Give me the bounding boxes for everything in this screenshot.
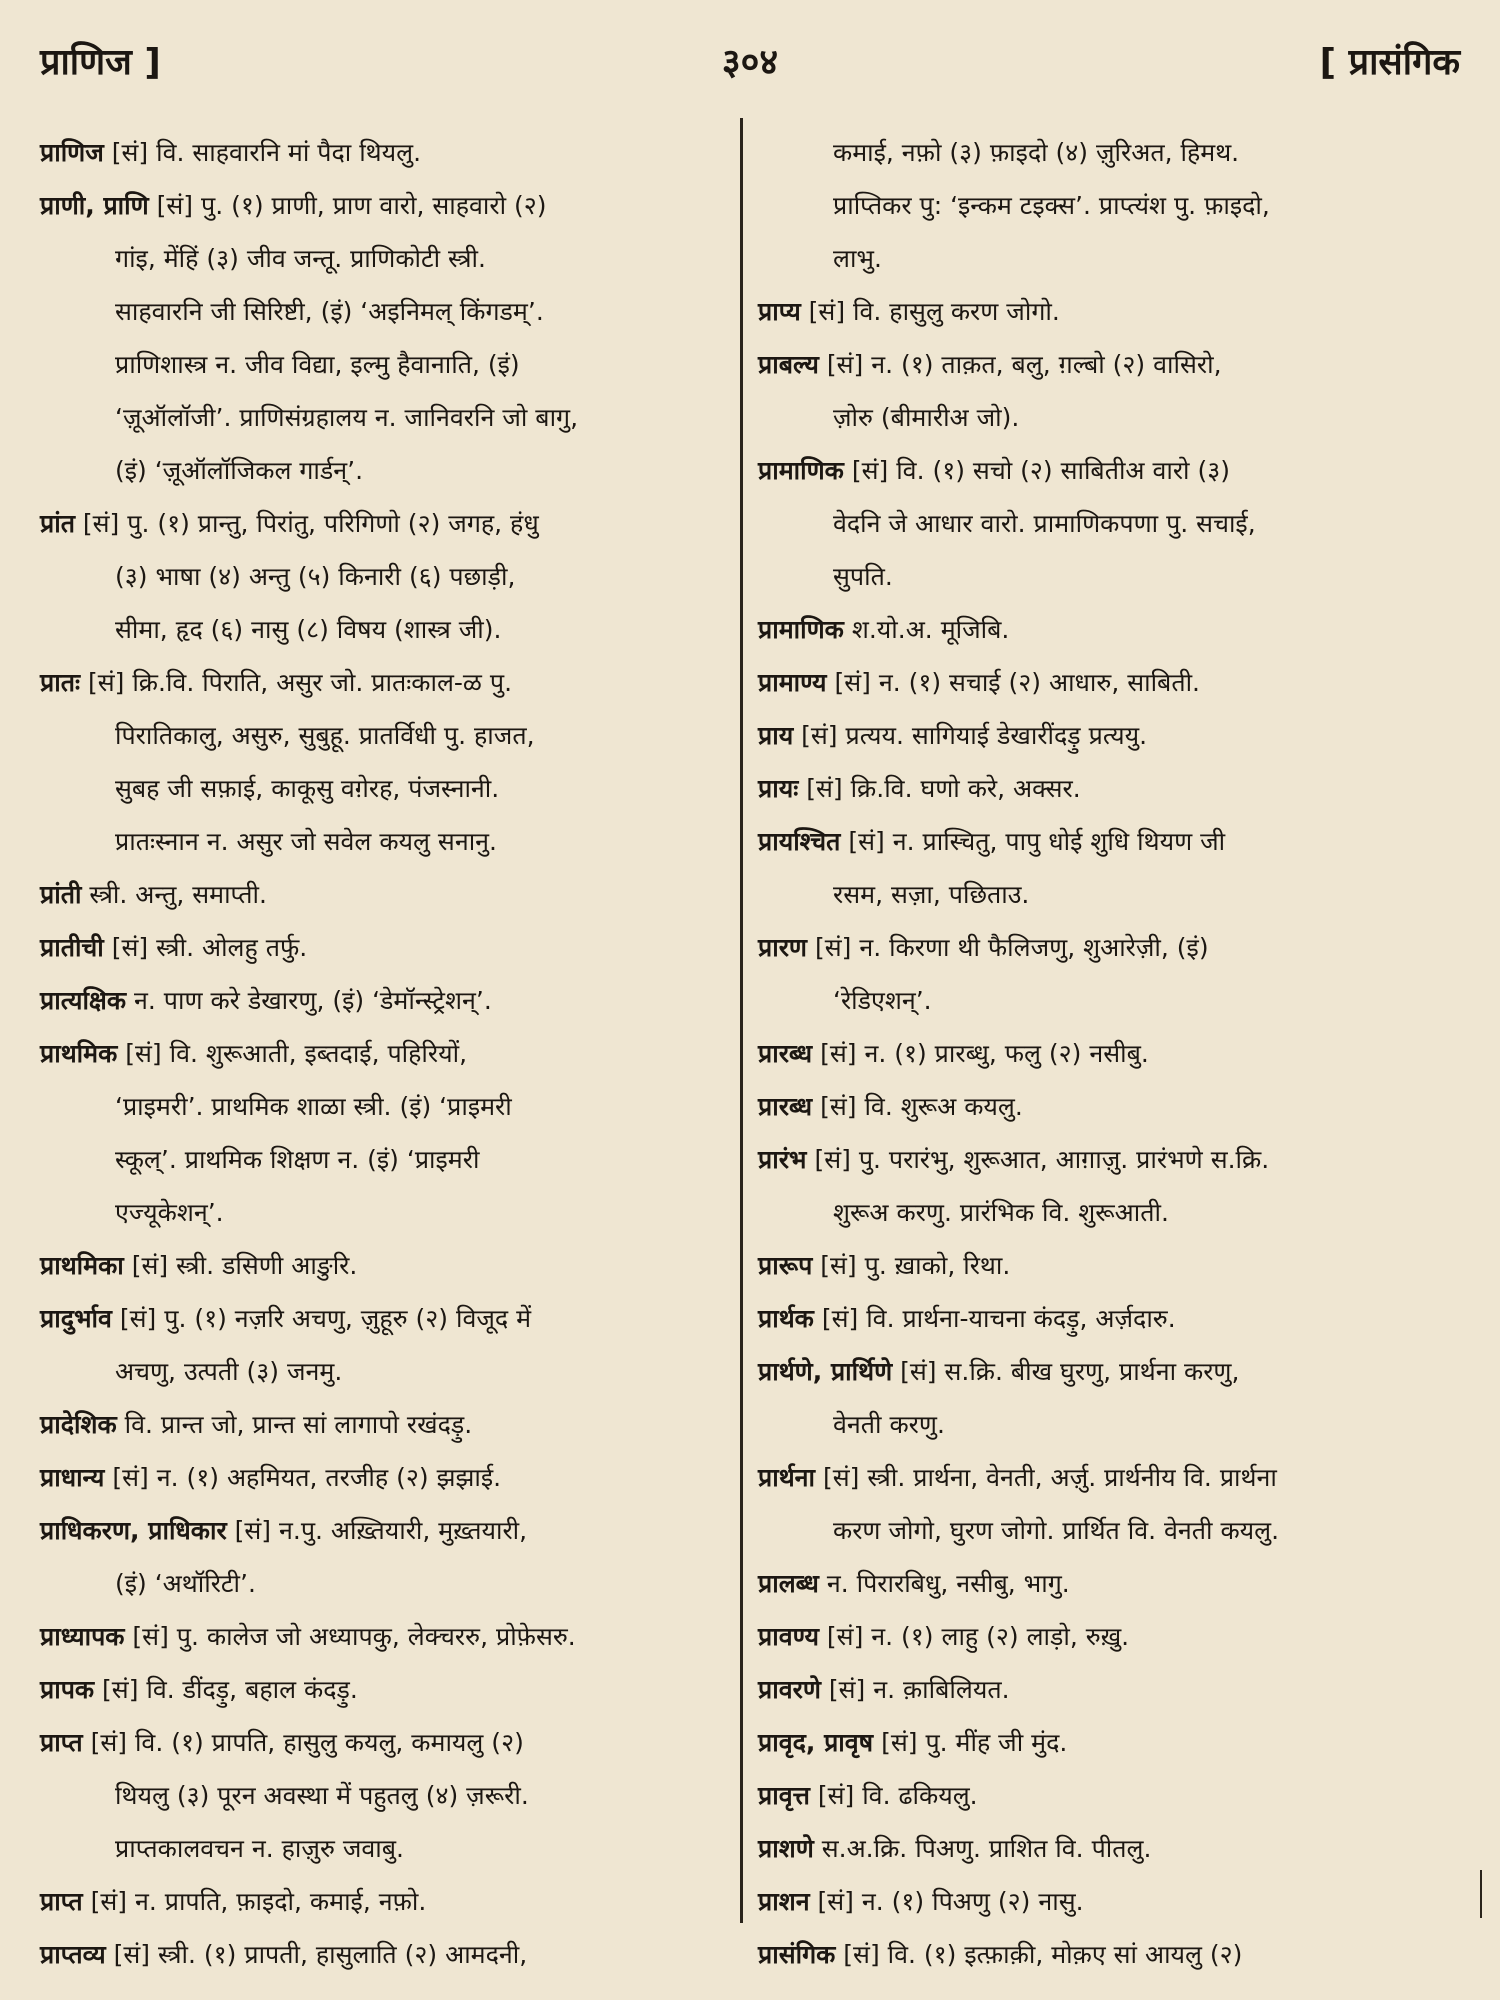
dictionary-entry [758, 1928, 1448, 1981]
dictionary-entry [758, 1716, 1448, 1769]
entry-continuation-line [40, 603, 730, 656]
dictionary-entry [758, 1875, 1448, 1928]
entry-text: [सं] पु. कालेज जो अध्यापकु, लेक्चररु, प्रोफ़ेसरु. [124, 1622, 576, 1651]
entry-text: [सं] वि. (१) प्रापति, हासुलु कयलु, कमायलु (२) [82, 1728, 524, 1757]
entry-text: सुपति. [833, 562, 893, 591]
entry-text: सीमा, हृद (६) नासु (८) विषय (शास्त्र जी). [115, 615, 502, 644]
entry-text: साहवारनि जी सिरिष्टी, (इं) ‘अइनिमल् किंगडम्’. [115, 297, 544, 326]
headword: प्रामाणिक [758, 456, 844, 485]
dictionary-entry [40, 1928, 730, 1981]
headword: प्रातः [40, 668, 81, 697]
entry-text: [सं] न. (१) लाहु (२) लाड़ो, रुख़ु. [818, 1622, 1130, 1651]
dictionary-entry [758, 1345, 1448, 1398]
headword: प्राधान्य [40, 1463, 105, 1492]
entry-text: ‘ज़ूऑलॉजी’. प्राणिसंग्रहालय न. जानिवरनि जो बागु, [115, 403, 579, 432]
entry-continuation-line [758, 550, 1448, 603]
entry-continuation-line [758, 391, 1448, 444]
headword: प्राय [758, 721, 794, 750]
entry-text: [सं] पु. (१) नज़रि अचणु, ज़ुहूरु (२) विजूद में [111, 1304, 532, 1333]
entry-text: [सं] वि. साहवारनि मां पैदा थियलु. [103, 138, 422, 167]
entry-text: प्रातःस्नान न. असुर जो सवेल कयलु सनानु. [115, 827, 498, 856]
headword: प्रालब्ध [758, 1569, 819, 1598]
entry-text: [सं] प्रत्यय. सागियाई डेखारींदड़ु प्रत्ययु. [793, 721, 1148, 750]
dictionary-entry [40, 497, 730, 550]
entry-text: करण जोगो, घुरण जोगो. प्रार्थित वि. वेनती कयलु. [833, 1516, 1280, 1545]
entry-text: वेदनि जे आधार वारो. प्रामाणिकपणा पु. सचाई, [833, 509, 1256, 538]
entry-continuation-line [40, 1345, 730, 1398]
entry-text: [सं] पु. ख़ाको, रिथा. [812, 1251, 1011, 1280]
entry-continuation-line [40, 1769, 730, 1822]
right-column [758, 126, 1448, 1981]
dictionary-entry [40, 1504, 730, 1557]
entry-text: न. पाण करे डेखारणु, (इं) ‘डेमॉन्स्ट्रेशन्’. [126, 986, 492, 1015]
entry-continuation-line [40, 285, 730, 338]
headword: प्रामाण्य [758, 668, 827, 697]
dictionary-entry [40, 1239, 730, 1292]
entry-text: एज्यूकेशन्’. [115, 1198, 224, 1227]
headword: प्राप्तव्य [40, 1940, 106, 1969]
entry-text: थियलु (३) पूरन अवस्था में पहुतलु (४) ज़रूरी. [115, 1781, 529, 1810]
dictionary-entry [758, 1557, 1448, 1610]
entry-text: [सं] वि. प्रार्थना-याचना कंदड़ु, अर्ज़दारु. [813, 1304, 1176, 1333]
dictionary-entry [758, 1769, 1448, 1822]
entry-text: (इं) ‘ज़ूऑलॉजिकल गार्डन्’. [115, 456, 364, 485]
dictionary-entry [758, 1133, 1448, 1186]
entry-text: [सं] वि. डींदड़ु, बहाल कंदड़ु. [94, 1675, 358, 1704]
dictionary-entry [758, 444, 1448, 497]
dictionary-entry [40, 1451, 730, 1504]
entry-text: [सं] क्रि.वि. घणो करे, अक्सर. [798, 774, 1081, 803]
entry-text: [सं] वि. शुरूअ कयलु. [812, 1092, 1023, 1121]
entry-text: [सं] न. (१) पिअणु (२) नासु. [809, 1887, 1084, 1916]
dictionary-entry [758, 656, 1448, 709]
dictionary-entry [758, 1027, 1448, 1080]
headword: प्राधिकरण, प्राधिकार [40, 1516, 227, 1545]
headword: प्राप्त [40, 1728, 83, 1757]
entry-continuation-line [40, 444, 730, 497]
entry-text: वेनती करणु. [833, 1410, 945, 1439]
entry-continuation-line [40, 815, 730, 868]
entry-continuation-line [758, 232, 1448, 285]
entry-text: सुबह जी सफ़ाई, काकूसु वग़ेरह, पंजस्नानी. [115, 774, 500, 803]
entry-text: [सं] स्त्री. ओलहु तर्फु. [103, 933, 308, 962]
headword: प्रार्थना [758, 1463, 816, 1492]
dictionary-entry [758, 1663, 1448, 1716]
dictionary-entry [40, 1610, 730, 1663]
entry-text: [सं] न.पु. अख़्तियारी, मुख़्तयारी, [226, 1516, 528, 1545]
dictionary-entry [758, 1292, 1448, 1345]
dictionary-entry [40, 179, 730, 232]
entry-text: [सं] वि. हासुलु करण जोगो. [800, 297, 1060, 326]
dictionary-entry [758, 762, 1448, 815]
entry-text: [सं] वि. ढकियलु. [809, 1781, 978, 1810]
headword: प्राशन [758, 1887, 810, 1916]
entry-text: ज़ोरु (बीमारीअ जो). [833, 403, 1020, 432]
headword: प्रार्थणे, प्रार्थिणे [758, 1357, 893, 1386]
entry-text: [सं] न. किरणा थी फैलिजणु, शुआरेज़ी, (इं) [807, 933, 1209, 962]
entry-text: [सं] न. प्रापति, फ़ाइदो, कमाई, नफ़ो. [82, 1887, 427, 1916]
entry-text: [सं] क्रि.वि. पिराति, असुर जो. प्रातःकाल-ळ पु. [80, 668, 513, 697]
entry-text: प्राप्तकालवचन न. हाज़ुरु जवाबु. [115, 1834, 404, 1863]
dictionary-entry [40, 921, 730, 974]
dictionary-entry [40, 1663, 730, 1716]
headword: प्राथमिक [40, 1039, 118, 1068]
headword: प्रांती [40, 880, 82, 909]
entry-text: [सं] न. क़ाबिलियत. [820, 1675, 1010, 1704]
headword: प्राणिज [40, 138, 104, 167]
dictionary-entry [40, 1027, 730, 1080]
dictionary-entry [758, 603, 1448, 656]
entry-text: कमाई, नफ़ो (३) फ़ाइदो (४) ज़ुरिअत, हिमथ. [833, 138, 1240, 167]
entry-continuation-line [758, 868, 1448, 921]
entry-text: [सं] न. प्रास्चितु, पापु धोई शुधि थियण जी [840, 827, 1226, 856]
headword: प्रावरणे [758, 1675, 821, 1704]
dictionary-entry [758, 709, 1448, 762]
entry-text: [सं] वि. शुरूआती, इब्तदाई, पहिरियों, [117, 1039, 468, 1068]
dictionary-entry [758, 1822, 1448, 1875]
headword: प्रायश्चित [758, 827, 841, 856]
entry-text: [सं] न. (१) अहमियत, तरजीह (२) झझाई. [104, 1463, 502, 1492]
running-head-right: [ प्रासंगिक [1319, 42, 1460, 83]
dictionary-entry [758, 1610, 1448, 1663]
entry-text: न. पिरारबिधु, नसीबु, भागु. [818, 1569, 1070, 1598]
entry-text: वि. प्रान्त जो, प्रान्त सां लागापो रखंदड़ु. [116, 1410, 473, 1439]
entry-continuation-line [758, 497, 1448, 550]
headword: प्रामाणिक [758, 615, 844, 644]
dictionary-entry [758, 815, 1448, 868]
entry-text: स्कूल्’. प्राथमिक शिक्षण न. (इं) ‘प्राइमरी [115, 1145, 480, 1174]
entry-continuation-line [758, 974, 1448, 1027]
entry-text: स.अ.क्रि. पिअणु. प्राशित वि. पीतलु. [813, 1834, 1152, 1863]
headword: प्रांत [40, 509, 75, 538]
headword: प्रारूप [758, 1251, 813, 1280]
entry-text: [सं] न. (१) प्रारब्धु, फलु (२) नसीबु. [812, 1039, 1149, 1068]
entry-continuation-line [40, 232, 730, 285]
entry-continuation-line [758, 1186, 1448, 1239]
entry-continuation-line [40, 1822, 730, 1875]
edge-mark [1480, 1870, 1482, 1918]
dictionary-entry [758, 1451, 1448, 1504]
entry-continuation-line [40, 709, 730, 762]
entry-text: श.यो.अ. मूजिबि. [843, 615, 1010, 644]
headword: प्राणी, प्राणि [40, 191, 149, 220]
headword: प्राबल्य [758, 350, 819, 379]
entry-text: ‘प्राइमरी’. प्राथमिक शाळा स्त्री. (इं) ‘प्राइमरी [115, 1092, 512, 1121]
entry-continuation-line [40, 338, 730, 391]
entry-text: [सं] स्त्री. डसिणी आङुरि. [123, 1251, 358, 1280]
entry-text: [सं] न. (१) सचाई (२) आधारु, साबिती. [826, 668, 1201, 697]
entry-text: प्राणिशास्त्र न. जीव विद्या, इल्मु हैवानाति, (इं) [115, 350, 520, 379]
entry-continuation-line [40, 1186, 730, 1239]
left-column [40, 126, 730, 1981]
column-divider [740, 118, 743, 1923]
entry-text: [सं] स.क्रि. बीख घुरणु, प्रार्थना करणु, [892, 1357, 1240, 1386]
entry-continuation-line [758, 179, 1448, 232]
entry-continuation-line [758, 1504, 1448, 1557]
entry-text: ‘रेडिएशन्’. [833, 986, 932, 1015]
entry-text: लाभु. [833, 244, 882, 273]
dictionary-entry [40, 1398, 730, 1451]
entry-text: [सं] न. (१) ताक़त, बलु, ग़ल्बो (२) वासिरो, [818, 350, 1222, 379]
dictionary-entry [758, 921, 1448, 974]
entry-text: [सं] स्त्री. (१) प्रापती, हासुलाति (२) आमदनी, [105, 1940, 528, 1969]
dictionary-entry [758, 285, 1448, 338]
dictionary-entry [758, 338, 1448, 391]
entry-text: [सं] वि. (१) सचो (२) साबितीअ वारो (३) [843, 456, 1230, 485]
headword: प्रार्थक [758, 1304, 814, 1333]
headword: प्राध्यापक [40, 1622, 125, 1651]
entry-text: शुरूअ करणु. प्रारंभिक वि. शुरूआती. [833, 1198, 1169, 1227]
entry-text: [सं] पु. (१) प्रान्तु, पिरांतु, परिगिणो (२) जगह, हंधु [74, 509, 539, 538]
entry-text: [सं] वि. (१) इत्फ़ाक़ी, मोक़ए सां आयलु (२) [835, 1940, 1243, 1969]
dictionary-entry [40, 1716, 730, 1769]
entry-text: पिरातिकालु, असुरु, सुबुहू. प्रातर्विधी पु. हाजत, [115, 721, 535, 750]
dictionary-entry [40, 974, 730, 1027]
page-number: ३०४ [721, 42, 779, 83]
headword: प्रावण्य [758, 1622, 819, 1651]
entry-continuation-line [40, 1133, 730, 1186]
entry-continuation-line [40, 1557, 730, 1610]
entry-text: स्त्री. अन्तु, समाप्ती. [81, 880, 267, 909]
dictionary-entry [40, 868, 730, 921]
headword: प्राप्त [40, 1887, 83, 1916]
headword: प्रावृद, प्रावृष [758, 1728, 874, 1757]
dictionary-entry [40, 1875, 730, 1928]
headword: प्रादेशिक [40, 1410, 117, 1439]
entry-continuation-line [758, 1398, 1448, 1451]
headword: प्रापक [40, 1675, 95, 1704]
dictionary-entry [758, 1239, 1448, 1292]
entry-text: [सं] पु. मींह जी मुंद. [873, 1728, 1068, 1757]
headword: प्राप्य [758, 297, 801, 326]
dictionary-entry [40, 1292, 730, 1345]
entry-continuation-line [40, 550, 730, 603]
entry-text: [सं] स्त्री. प्रार्थना, वेनती, अर्ज़ु. प्रार्थनीय वि. प्रार्थना [815, 1463, 1277, 1492]
entry-continuation-line [40, 1080, 730, 1133]
entry-text: गांइ, मेंहिं (३) जीव जन्तू. प्राणिकोटी स्त्री. [115, 244, 486, 273]
headword: प्रासंगिक [758, 1940, 836, 1969]
entry-text: रसम, सज़ा, पछिताउ. [833, 880, 1030, 909]
entry-continuation-line [758, 126, 1448, 179]
headword: प्राशणे [758, 1834, 814, 1863]
entry-text: [सं] पु. परारंभु, शुरूआत, आग़ाज़ु. प्रारंभणे स.क्रि. [806, 1145, 1270, 1174]
entry-text: प्राप्तिकर पु: ‘इन्कम टइक्स’. प्राप्त्यंश पु. फ़ाइदो, [833, 191, 1270, 220]
entry-text: अचणु, उत्पती (३) जनमु. [115, 1357, 343, 1386]
entry-text: [सं] पु. (१) प्राणी, प्राण वारो, साहवारो (२) [148, 191, 547, 220]
headword: प्रायः [758, 774, 799, 803]
running-head-left: प्राणिज ] [40, 42, 161, 83]
entry-continuation-line [40, 762, 730, 815]
headword: प्रारंभ [758, 1145, 807, 1174]
entry-text: (इं) ‘अथॉरिटी’. [115, 1569, 256, 1598]
headword: प्रादुर्भाव [40, 1304, 112, 1333]
headword: प्रारब्ध [758, 1092, 813, 1121]
dictionary-entry [758, 1080, 1448, 1133]
headword: प्रात्यक्षिक [40, 986, 127, 1015]
headword: प्रारण [758, 933, 808, 962]
headword: प्राथमिका [40, 1251, 124, 1280]
dictionary-entry [40, 126, 730, 179]
entry-continuation-line [40, 391, 730, 444]
dictionary-entry [40, 656, 730, 709]
entry-text: (३) भाषा (४) अन्तु (५) किनारी (६) पछाड़ी, [115, 562, 516, 591]
headword: प्रावृत्त [758, 1781, 810, 1810]
headword: प्रारब्ध [758, 1039, 813, 1068]
headword: प्रातीची [40, 933, 104, 962]
